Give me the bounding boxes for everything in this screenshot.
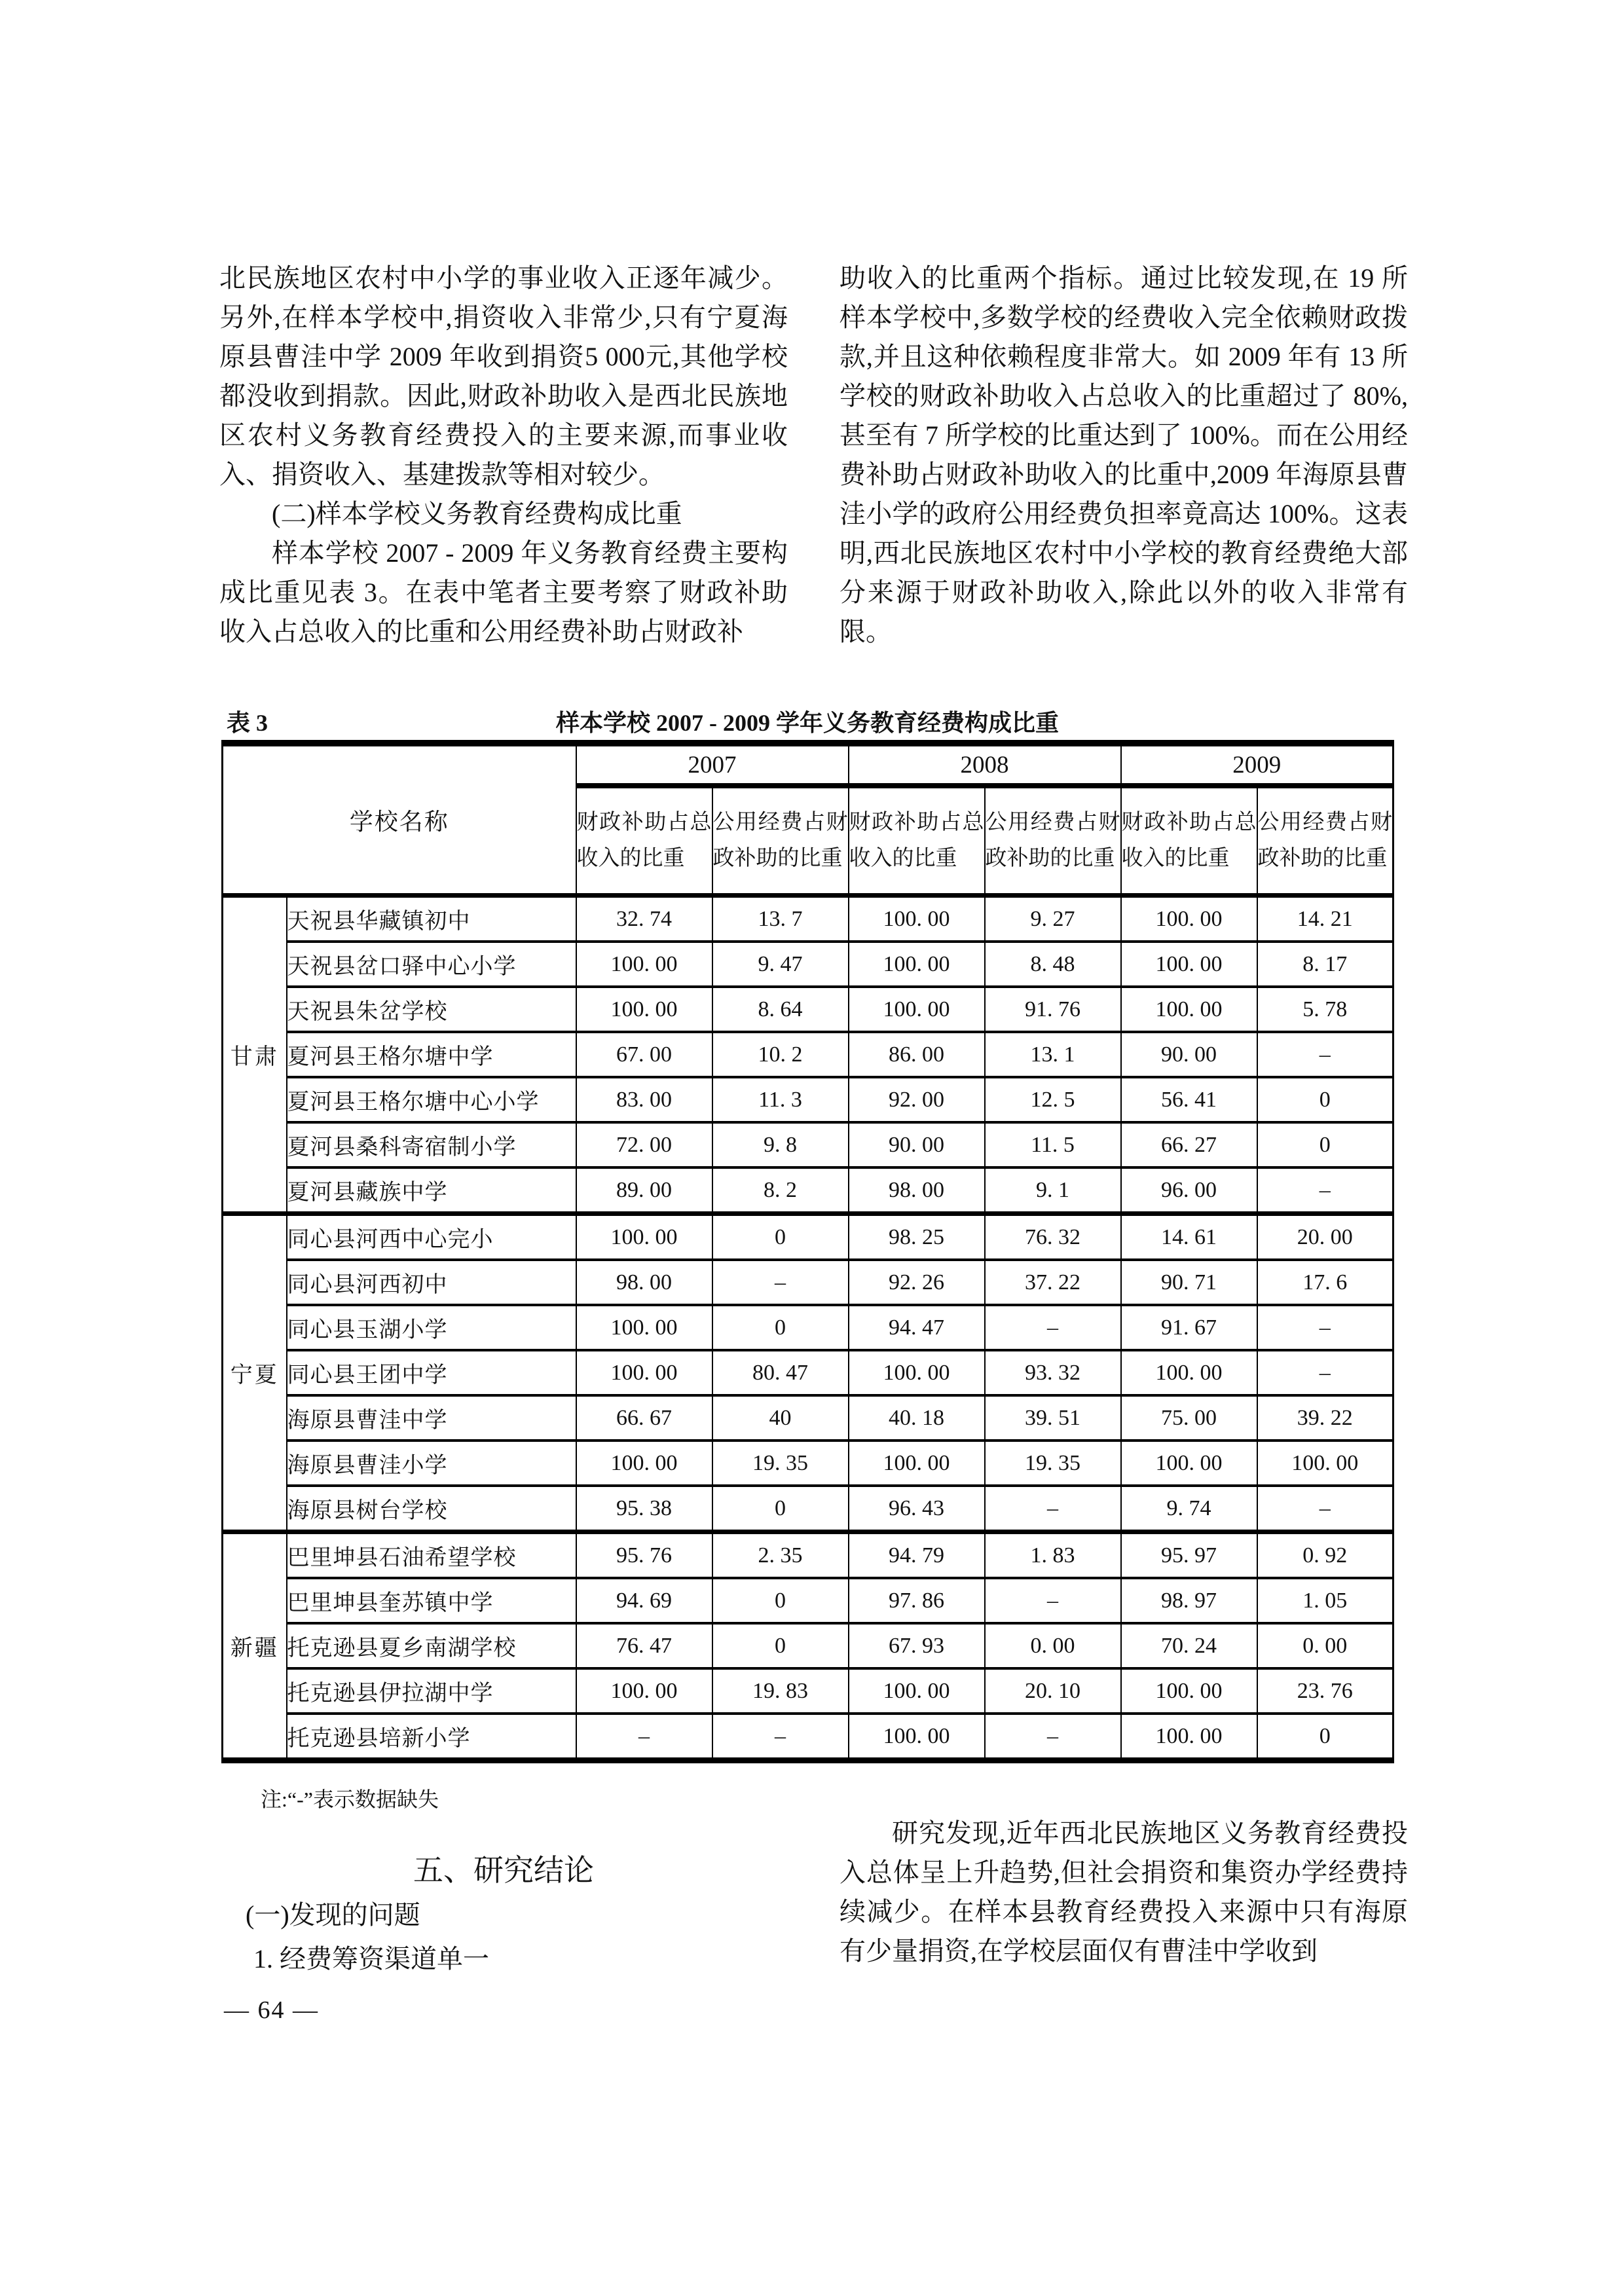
school-name-cell: 天祝县华藏镇初中 — [287, 896, 576, 942]
subsection-heading: (一)发现的问题 — [246, 1900, 420, 1930]
value-cell: 0 — [712, 1214, 849, 1260]
metric-header-public-funds-share: 公用经费占财政补助的比重 — [1257, 786, 1393, 896]
bottom-right-column — [840, 1814, 1408, 1971]
value-cell: 100. 00 — [849, 1668, 985, 1714]
value-cell: 0. 92 — [1257, 1532, 1393, 1579]
value-cell: 95. 97 — [1121, 1532, 1257, 1579]
school-name-cell: 托克逊县培新小学 — [287, 1714, 576, 1761]
value-cell: 96. 43 — [849, 1486, 985, 1532]
value-cell: – — [985, 1486, 1121, 1532]
subsection-heading: (二)样本学校义务教育经费构成比重 — [272, 499, 682, 528]
value-cell: 100. 00 — [1121, 896, 1257, 942]
value-cell: 0 — [712, 1623, 849, 1668]
value-cell: 39. 22 — [1257, 1395, 1393, 1441]
value-cell: 9. 74 — [1121, 1486, 1257, 1532]
value-cell: 92. 00 — [849, 1077, 985, 1122]
paragraph: 研究发现,近年西北民族地区义务教育经费投入总体呈上升趋势,但社会捐资和集资办学经费持续减少。在样本县教育经费投入来源中只有海原有少量捐资,在学校层面仅有曹洼中学收到 — [840, 1818, 1408, 1966]
value-cell: 100. 00 — [576, 942, 712, 987]
value-cell: 67. 00 — [576, 1032, 712, 1077]
table-row — [223, 1578, 1393, 1623]
paragraph: 样本学校 2007 - 2009 年义务教育经费主要构成比重见表 3。在表中笔者主要考察了财政补助收入占总收入的比重和公用经费补助占财政补 — [219, 538, 788, 646]
value-cell: 10. 2 — [712, 1032, 849, 1077]
value-cell: 9. 47 — [712, 942, 849, 987]
value-cell: 86. 00 — [849, 1032, 985, 1077]
school-name-cell: 巴里坤县石油希望学校 — [287, 1532, 576, 1579]
table-row — [223, 1714, 1393, 1761]
value-cell: 13. 7 — [712, 896, 849, 942]
value-cell: 19. 35 — [712, 1441, 849, 1486]
value-cell: 80. 47 — [712, 1350, 849, 1395]
value-cell: 12. 5 — [985, 1077, 1121, 1122]
value-cell: 100. 00 — [1121, 1714, 1257, 1761]
value-cell: 100. 00 — [849, 1714, 985, 1761]
value-cell: 100. 00 — [576, 1350, 712, 1395]
metric-header-subsidy-share: 财政补助占总收入的比重 — [1121, 786, 1257, 896]
school-name-cell: 夏河县王格尔塘中心小学 — [287, 1077, 576, 1122]
school-name-cell: 托克逊县夏乡南湖学校 — [287, 1623, 576, 1668]
value-cell: 2. 35 — [712, 1532, 849, 1579]
value-cell: 72. 00 — [576, 1122, 712, 1167]
value-cell: 17. 6 — [1257, 1260, 1393, 1305]
value-cell: 98. 25 — [849, 1214, 985, 1260]
value-cell: 95. 76 — [576, 1532, 712, 1579]
year-header-row — [223, 743, 1393, 786]
value-cell: – — [985, 1305, 1121, 1350]
value-cell: 20. 10 — [985, 1668, 1121, 1714]
page-number: — 64 — — [224, 1996, 319, 2024]
value-cell: 23. 76 — [1257, 1668, 1393, 1714]
value-cell: 95. 38 — [576, 1486, 712, 1532]
value-cell: 100. 00 — [576, 1214, 712, 1260]
value-cell: 1. 05 — [1257, 1578, 1393, 1623]
value-cell: 94. 69 — [576, 1578, 712, 1623]
table-note: 注:“-”表示数据缺失 — [261, 1788, 439, 1811]
value-cell: 66. 27 — [1121, 1122, 1257, 1167]
value-cell: 67. 93 — [849, 1623, 985, 1668]
school-name-cell: 天祝县朱岔学校 — [287, 987, 576, 1032]
value-cell: 83. 00 — [576, 1077, 712, 1122]
value-cell: 91. 67 — [1121, 1305, 1257, 1350]
table-label: 表 3 — [227, 710, 268, 736]
table-row — [223, 1077, 1393, 1122]
value-cell: – — [985, 1578, 1121, 1623]
value-cell: 1. 83 — [985, 1532, 1121, 1579]
value-cell: 100. 00 — [576, 1668, 712, 1714]
value-cell: 40 — [712, 1395, 849, 1441]
funding-composition-table — [221, 740, 1394, 1763]
value-cell: 70. 24 — [1121, 1623, 1257, 1668]
value-cell: 0. 00 — [985, 1623, 1121, 1668]
table-row — [223, 1532, 1393, 1579]
school-name-cell: 巴里坤县奎苏镇中学 — [287, 1578, 576, 1623]
value-cell: 93. 32 — [985, 1350, 1121, 1395]
school-name-cell: 夏河县桑科寄宿制小学 — [287, 1122, 576, 1167]
value-cell: – — [1257, 1032, 1393, 1077]
section-heading: 五、研究结论 — [413, 1854, 594, 1887]
metric-header-public-funds-share: 公用经费占财政补助的比重 — [985, 786, 1121, 896]
item-heading: 1. 经费筹资渠道单一 — [253, 1944, 489, 1974]
value-cell: 66. 67 — [576, 1395, 712, 1441]
table-row — [223, 1167, 1393, 1214]
value-cell: 11. 5 — [985, 1122, 1121, 1167]
value-cell: 100. 00 — [1121, 1350, 1257, 1395]
value-cell: 100. 00 — [849, 942, 985, 987]
school-name-cell: 托克逊县伊拉湖中学 — [287, 1668, 576, 1714]
value-cell: 9. 27 — [985, 896, 1121, 942]
value-cell: 0 — [712, 1305, 849, 1350]
value-cell: – — [1257, 1305, 1393, 1350]
province-cell: 新疆 — [223, 1532, 287, 1761]
value-cell: 0 — [712, 1486, 849, 1532]
value-cell: 100. 00 — [849, 987, 985, 1032]
value-cell: 8. 2 — [712, 1167, 849, 1214]
table-row — [223, 1260, 1393, 1305]
table-header — [223, 743, 1393, 896]
value-cell: 100. 00 — [1121, 942, 1257, 987]
value-cell: 0 — [712, 1578, 849, 1623]
table-row — [223, 1441, 1393, 1486]
value-cell: 96. 00 — [1121, 1167, 1257, 1214]
value-cell: 97. 86 — [849, 1578, 985, 1623]
table-row — [223, 1486, 1393, 1532]
value-cell: 8. 64 — [712, 987, 849, 1032]
value-cell: 90. 00 — [849, 1122, 985, 1167]
right-column — [840, 259, 1408, 652]
value-cell: 20. 00 — [1257, 1214, 1393, 1260]
metric-header-subsidy-share: 财政补助占总收入的比重 — [849, 786, 985, 896]
table-caption — [221, 706, 1393, 740]
value-cell: 98. 00 — [849, 1167, 985, 1214]
value-cell: 9. 1 — [985, 1167, 1121, 1214]
table-row — [223, 1214, 1393, 1260]
metric-header-subsidy-share: 财政补助占总收入的比重 — [576, 786, 712, 896]
value-cell: 76. 47 — [576, 1623, 712, 1668]
value-cell: 5. 78 — [1257, 987, 1393, 1032]
value-cell: 100. 00 — [1121, 1668, 1257, 1714]
value-cell: 90. 71 — [1121, 1260, 1257, 1305]
table-row — [223, 1032, 1393, 1077]
value-cell: 100. 00 — [1121, 987, 1257, 1032]
value-cell: 75. 00 — [1121, 1395, 1257, 1441]
value-cell: 9. 8 — [712, 1122, 849, 1167]
left-column — [219, 259, 788, 652]
school-name-cell: 海原县曹洼中学 — [287, 1395, 576, 1441]
value-cell: – — [576, 1714, 712, 1761]
value-cell: 0 — [1257, 1122, 1393, 1167]
school-name-cell: 天祝县岔口驿中心小学 — [287, 942, 576, 987]
value-cell: 100. 00 — [849, 896, 985, 942]
school-name-cell: 同心县河西初中 — [287, 1260, 576, 1305]
value-cell: 91. 76 — [985, 987, 1121, 1032]
value-cell: 37. 22 — [985, 1260, 1121, 1305]
province-cell: 宁夏 — [223, 1214, 287, 1532]
value-cell: 90. 00 — [1121, 1032, 1257, 1077]
value-cell: 14. 21 — [1257, 896, 1393, 942]
table-row — [223, 1350, 1393, 1395]
table-row — [223, 1623, 1393, 1668]
value-cell: – — [1257, 1486, 1393, 1532]
value-cell: 100. 00 — [576, 987, 712, 1032]
province-cell: 甘肃 — [223, 896, 287, 1214]
value-cell: 100. 00 — [849, 1441, 985, 1486]
value-cell: 0. 00 — [1257, 1623, 1393, 1668]
value-cell: – — [712, 1260, 849, 1305]
year-header-2009: 2009 — [1121, 743, 1393, 786]
table-row — [223, 1305, 1393, 1350]
value-cell: 94. 79 — [849, 1532, 985, 1579]
value-cell: 13. 1 — [985, 1032, 1121, 1077]
body-text-top — [219, 259, 1408, 652]
value-cell: 98. 00 — [576, 1260, 712, 1305]
school-name-cell: 同心县玉湖小学 — [287, 1305, 576, 1350]
value-cell: – — [985, 1714, 1121, 1761]
paragraph-continuation: 助收入的比重两个指标。通过比较发现,在 19 所样本学校中,多数学校的经费收入完全依赖财政拨款,并且这种依赖程度非常大。如 2009 年有 13 所学校的财政补助收入占总收入的比重超过了 80%,甚至有 7 所学校的比重达到了 100%。而在公用经费补助占财政补助收入的比重中,2009 年海原县曹洼小学的政府公用经费负担率竟高达 100%。这表明,西北民族地区农村中小学校的教育经费绝大部分来源于财政补助收入,除此以外的收入非常有限。 — [840, 263, 1408, 646]
table-row — [223, 987, 1393, 1032]
value-cell: – — [712, 1714, 849, 1761]
value-cell: 0 — [1257, 1077, 1393, 1122]
year-header-2008: 2008 — [849, 743, 1121, 786]
value-cell: 39. 51 — [985, 1395, 1121, 1441]
value-cell: 11. 3 — [712, 1077, 849, 1122]
school-name-cell: 夏河县藏族中学 — [287, 1167, 576, 1214]
table-row — [223, 1668, 1393, 1714]
metric-header-public-funds-share: 公用经费占财政补助的比重 — [712, 786, 849, 896]
value-cell: 32. 74 — [576, 896, 712, 942]
table-body — [223, 896, 1393, 1761]
value-cell: 100. 00 — [576, 1441, 712, 1486]
value-cell: 89. 00 — [576, 1167, 712, 1214]
value-cell: 98. 97 — [1121, 1578, 1257, 1623]
paragraph-continuation: 北民族地区农村中小学的事业收入正逐年减少。另外,在样本学校中,捐资收入非常少,只有宁夏海原县曹洼中学 2009 年收到捐资5 000元,其他学校都没收到捐款。因此,财政补助收入是西北民族地区农村义务教育经费投入的主要来源,而事业收入、捐资收入、基建拨款等相对较少。 — [219, 263, 788, 489]
value-cell: – — [1257, 1167, 1393, 1214]
year-header-2007: 2007 — [576, 743, 849, 786]
value-cell: 100. 00 — [1121, 1441, 1257, 1486]
school-name-cell: 夏河县王格尔塘中学 — [287, 1032, 576, 1077]
value-cell: 14. 61 — [1121, 1214, 1257, 1260]
table-row — [223, 1395, 1393, 1441]
value-cell: 100. 00 — [1257, 1441, 1393, 1486]
value-cell: 19. 83 — [712, 1668, 849, 1714]
value-cell: 92. 26 — [849, 1260, 985, 1305]
school-name-cell: 同心县王团中学 — [287, 1350, 576, 1395]
school-name-header: 学校名称 — [223, 743, 576, 896]
value-cell: 94. 47 — [849, 1305, 985, 1350]
value-cell: 100. 00 — [849, 1350, 985, 1395]
value-cell: 100. 00 — [576, 1305, 712, 1350]
value-cell: – — [1257, 1350, 1393, 1395]
school-name-cell: 海原县树台学校 — [287, 1486, 576, 1532]
value-cell: 56. 41 — [1121, 1077, 1257, 1122]
value-cell: 19. 35 — [985, 1441, 1121, 1486]
table-row — [223, 896, 1393, 942]
value-cell: 40. 18 — [849, 1395, 985, 1441]
table-title: 样本学校 2007 - 2009 学年义务教育经费构成比重 — [556, 710, 1059, 736]
value-cell: 0 — [1257, 1714, 1393, 1761]
school-name-cell: 同心县河西中心完小 — [287, 1214, 576, 1260]
table-row — [223, 1122, 1393, 1167]
school-name-cell: 海原县曹洼小学 — [287, 1441, 576, 1486]
value-cell: 8. 17 — [1257, 942, 1393, 987]
value-cell: 76. 32 — [985, 1214, 1121, 1260]
value-cell: 8. 48 — [985, 942, 1121, 987]
table-row — [223, 942, 1393, 987]
